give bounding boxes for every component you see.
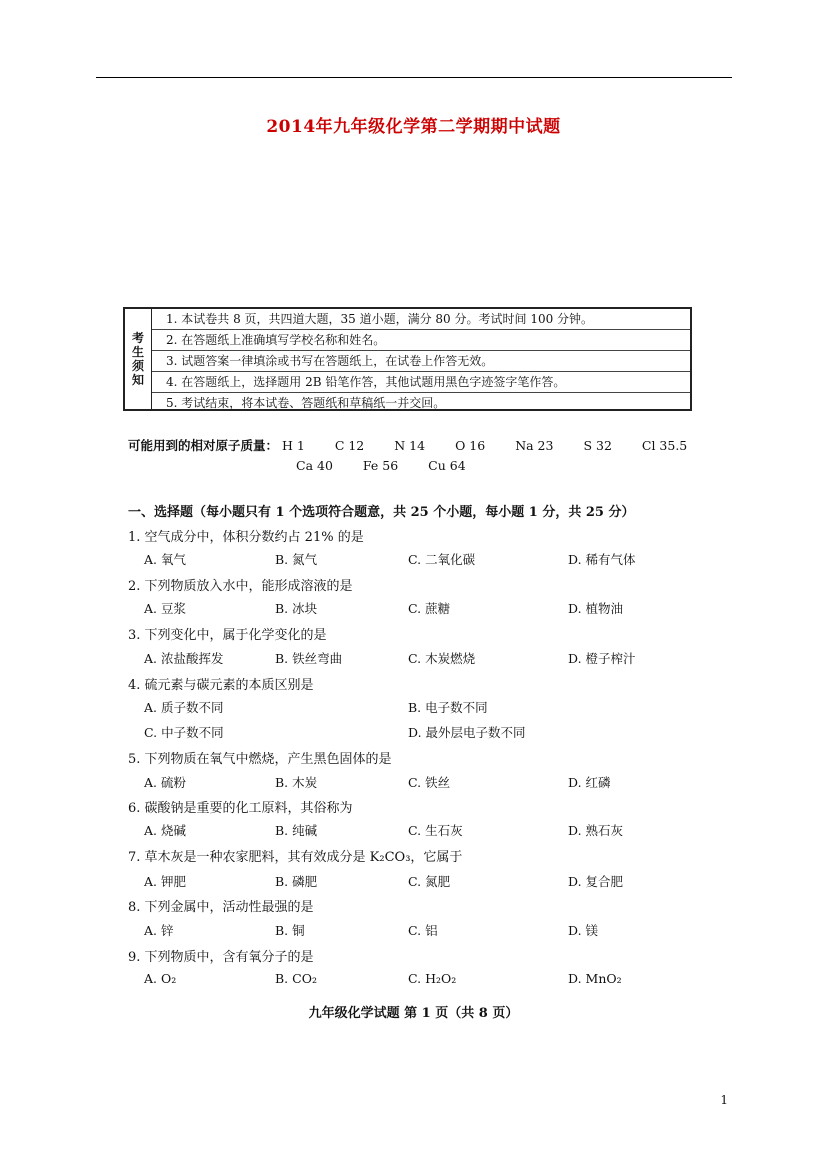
- atomic-mass-item: H 1: [282, 438, 305, 453]
- question-option: A. O₂: [144, 971, 177, 986]
- atomic-mass-label: 可能用到的相对原子质量：: [128, 438, 279, 453]
- question-option: C. 中子数不同: [144, 725, 224, 740]
- notice-item: 2. 在答题纸上准确填写学校名称和姓名。: [152, 330, 690, 351]
- question-option: C. 铝: [408, 923, 438, 938]
- question-option: D. MnO₂: [568, 971, 622, 986]
- question-option: A. 豆浆: [144, 601, 186, 616]
- question-option: D. 镁: [568, 923, 599, 938]
- atomic-mass-item: S 32: [583, 438, 612, 453]
- question-stem: 1. 空气成分中，体积分数约占 21% 的是: [128, 530, 364, 545]
- atomic-mass-line-2: [296, 458, 492, 473]
- question-option: A. 氧气: [144, 552, 186, 567]
- atomic-mass-item: O 16: [455, 438, 486, 453]
- question-option: A. 浓盐酸挥发: [144, 651, 224, 666]
- atomic-mass-item: Fe 56: [362, 458, 399, 473]
- question-option: D. 复合肥: [568, 874, 624, 889]
- question-option: A. 钾肥: [144, 874, 186, 889]
- question-option: D. 植物油: [568, 601, 624, 616]
- notice-label-char: 生: [131, 345, 144, 359]
- question-option: B. 冰块: [275, 601, 318, 616]
- question-option: B. 电子数不同: [408, 700, 488, 715]
- atomic-mass-item: Ca 40: [296, 458, 333, 473]
- notice-label: [125, 309, 152, 409]
- top-rule: [96, 77, 732, 78]
- atomic-mass-item: C 12: [334, 438, 365, 453]
- notice-item: 4. 在答题纸上，选择题用 2B 铅笔作答，其他试题用黑色字迹签字笔作答。: [152, 372, 690, 393]
- question-option: B. 纯碱: [275, 823, 318, 838]
- notice-item: 5. 考试结束，将本试卷、答题纸和草稿纸一并交回。: [166, 396, 446, 410]
- question-option: D. 红磷: [568, 775, 611, 790]
- question-option: A. 锌: [144, 923, 174, 938]
- atomic-mass-item: Cu 64: [428, 458, 466, 473]
- question-option: B. 木炭: [275, 775, 318, 790]
- question-option: C. H₂O₂: [408, 971, 457, 986]
- atomic-mass-line-1: [128, 436, 713, 454]
- question-option: B. 铁丝弯曲: [275, 651, 343, 666]
- page-title: 2014年九年级化学第二学期期中试题: [266, 117, 561, 137]
- question-stem: 3. 下列变化中，属于化学变化的是: [128, 628, 327, 643]
- question-option: A. 硫粉: [144, 775, 186, 790]
- question-option: C. 蔗糖: [408, 601, 451, 616]
- section-heading: 一、选择题（每小题只有 1 个选项符合题意，共 25 个小题，每小题 1 分，共 25 分）: [128, 505, 635, 520]
- page-footer: 九年级化学试题 第 1 页（共 8 页）: [308, 1006, 519, 1021]
- question-option: C. 氮肥: [408, 874, 451, 889]
- notice-item: 1. 本试卷共 8 页，共四道大题，35 道小题，满分 80 分。考试时间 100 分钟。: [152, 309, 690, 330]
- question-option: A. 烧碱: [144, 823, 186, 838]
- notice-item: 3. 试题答案一律填涂或书写在答题纸上，在试卷上作答无效。: [152, 351, 690, 372]
- question-stem: 7. 草木灰是一种农家肥料，其有效成分是 K₂CO₃，它属于: [128, 850, 463, 865]
- atomic-mass-item: Na 23: [515, 438, 554, 453]
- question-option: C. 木炭燃烧: [408, 651, 476, 666]
- notice-label-char: 考: [131, 331, 144, 345]
- question-stem: 5. 下列物质在氧气中燃烧，产生黑色固体的是: [128, 752, 392, 767]
- question-stem: 4. 硫元素与碳元素的本质区别是: [128, 678, 314, 693]
- question-option: B. 磷肥: [275, 874, 318, 889]
- question-option: C. 铁丝: [408, 775, 451, 790]
- question-option: B. 铜: [275, 923, 305, 938]
- question-option: A. 质子数不同: [144, 700, 224, 715]
- question-stem: 6. 碳酸钠是重要的化工原料，其俗称为: [128, 801, 353, 816]
- question-option: C. 二氧化碳: [408, 552, 476, 567]
- question-option: C. 生石灰: [408, 823, 463, 838]
- exam-notice-box: [123, 307, 692, 411]
- question-stem: 2. 下列物质放入水中，能形成溶液的是: [128, 579, 353, 594]
- atomic-mass-item: N 14: [394, 438, 426, 453]
- question-stem: 8. 下列金属中，活动性最强的是: [128, 900, 314, 915]
- question-option: D. 橙子榨汁: [568, 651, 636, 666]
- notice-label-char: 知: [131, 373, 144, 387]
- question-stem: 9. 下列物质中，含有氧分子的是: [128, 950, 314, 965]
- question-option: B. CO₂: [275, 971, 317, 986]
- atomic-mass-item: Cl 35.5: [641, 438, 688, 453]
- notice-label-char: 须: [131, 359, 144, 373]
- question-option: D. 最外层电子数不同: [408, 725, 526, 740]
- page-number: 1: [720, 1093, 728, 1107]
- question-option: D. 稀有气体: [568, 552, 636, 567]
- notice-list: [152, 309, 690, 413]
- question-option: D. 熟石灰: [568, 823, 624, 838]
- question-option: B. 氮气: [275, 552, 318, 567]
